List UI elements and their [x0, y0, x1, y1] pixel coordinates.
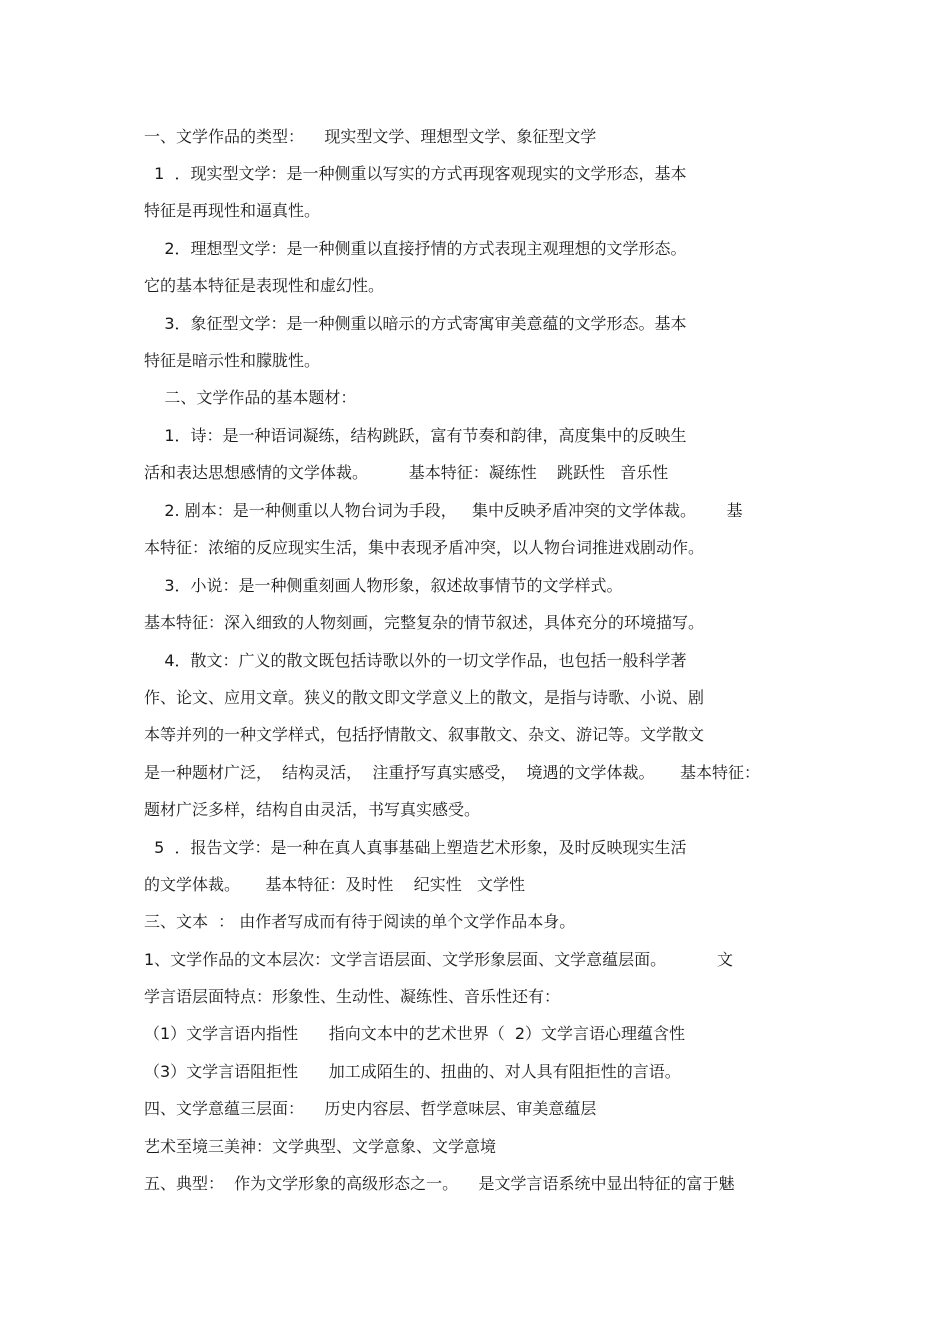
- text-line: 1．诗：是一种语词凝练，结构跳跃，富有节奏和韵律，高度集中的反映生: [144, 426, 687, 445]
- text-line: 它的基本特征是表现性和虚幻性。: [144, 276, 385, 295]
- text-line: 五、典型： 作为文学形象的高级形态之一。 是文学言语系统中显出特征的富于魅: [144, 1174, 735, 1193]
- text-line: （1）文学言语内指性 指向文本中的艺术世界（ 2）文学言语心理蕴含性: [144, 1024, 686, 1043]
- text-line: （3）文学言语阻拒性 加工成陌生的、扭曲的、对人具有阻拒性的言语。: [144, 1062, 681, 1081]
- text-line: 基本特征：深入细致的人物刻画，完整复杂的情节叙述，具体充分的环境描写。: [144, 613, 705, 632]
- text-line: 学言语层面特点：形象性、生动性、凝练性、音乐性还有：: [144, 987, 561, 1006]
- text-line: 的文学体裁。 基本特征：及时性 纪实性 文学性: [144, 875, 526, 894]
- text-line: 活和表达思想感情的文学体裁。 基本特征：凝练性 跳跃性 音乐性: [144, 463, 669, 482]
- text-line: 四、文学意蕴三层面： 历史内容层、哲学意味层、审美意蕴层: [144, 1099, 597, 1118]
- text-line: 本等并列的一种文学样式，包括抒情散文、叙事散文、杂文、游记等。文学散文: [144, 725, 705, 744]
- text-line: 三、文本 ： 由作者写成而有待于阅读的单个文学作品本身。: [144, 912, 576, 931]
- text-line: 特征是暗示性和朦胧性。: [144, 351, 321, 370]
- text-line: 二、文学作品的基本题材：: [144, 388, 357, 407]
- text-line: 艺术至境三美神：文学典型、文学意象、文学意境: [144, 1137, 497, 1156]
- text-line: 特征是再现性和逼真性。: [144, 201, 321, 220]
- text-line: 题材广泛多样，结构自由灵活，书写真实感受。: [144, 800, 481, 819]
- text-line: 3．小说：是一种侧重刻画人物形象，叙述故事情节的文学样式。: [144, 576, 623, 595]
- text-line: 作、论文、应用文章。狭义的散文即文学意义上的散文，是指与诗歌、小说、剧: [144, 688, 705, 707]
- text-line: 一、文学作品的类型： 现实型文学、理想型文学、象征型文学: [144, 127, 597, 146]
- text-line: 5 ．报告文学：是一种在真人真事基础上塑造艺术形象，及时反映现实生活: [144, 838, 687, 857]
- text-line: 2．理想型文学：是一种侧重以直接抒情的方式表现主观理想的文学形态。: [144, 239, 687, 258]
- text-line: 1、文学作品的文本层次：文学言语层面、文学形象层面、文学意蕴层面。 文: [144, 950, 734, 969]
- text-line: 4．散文：广义的散文既包括诗歌以外的一切文学作品，也包括一般科学著: [144, 651, 687, 670]
- text-line: 3．象征型文学：是一种侧重以暗示的方式寄寓审美意蕴的文学形态。基本: [144, 314, 687, 333]
- text-line: 2. 剧本：是一种侧重以人物台词为手段， 集中反映矛盾冲突的文学体裁。 基: [144, 501, 743, 520]
- text-line: 本特征：浓缩的反应现实生活，集中表现矛盾冲突，以人物台词推进戏剧动作。: [144, 538, 705, 557]
- text-line: 1 ．现实型文学：是一种侧重以写实的方式再现客观现实的文学形态，基本: [144, 164, 687, 183]
- text-line: 是一种题材广泛， 结构灵活， 注重抒写真实感受， 境遇的文学体裁。 基本特征：: [144, 763, 760, 782]
